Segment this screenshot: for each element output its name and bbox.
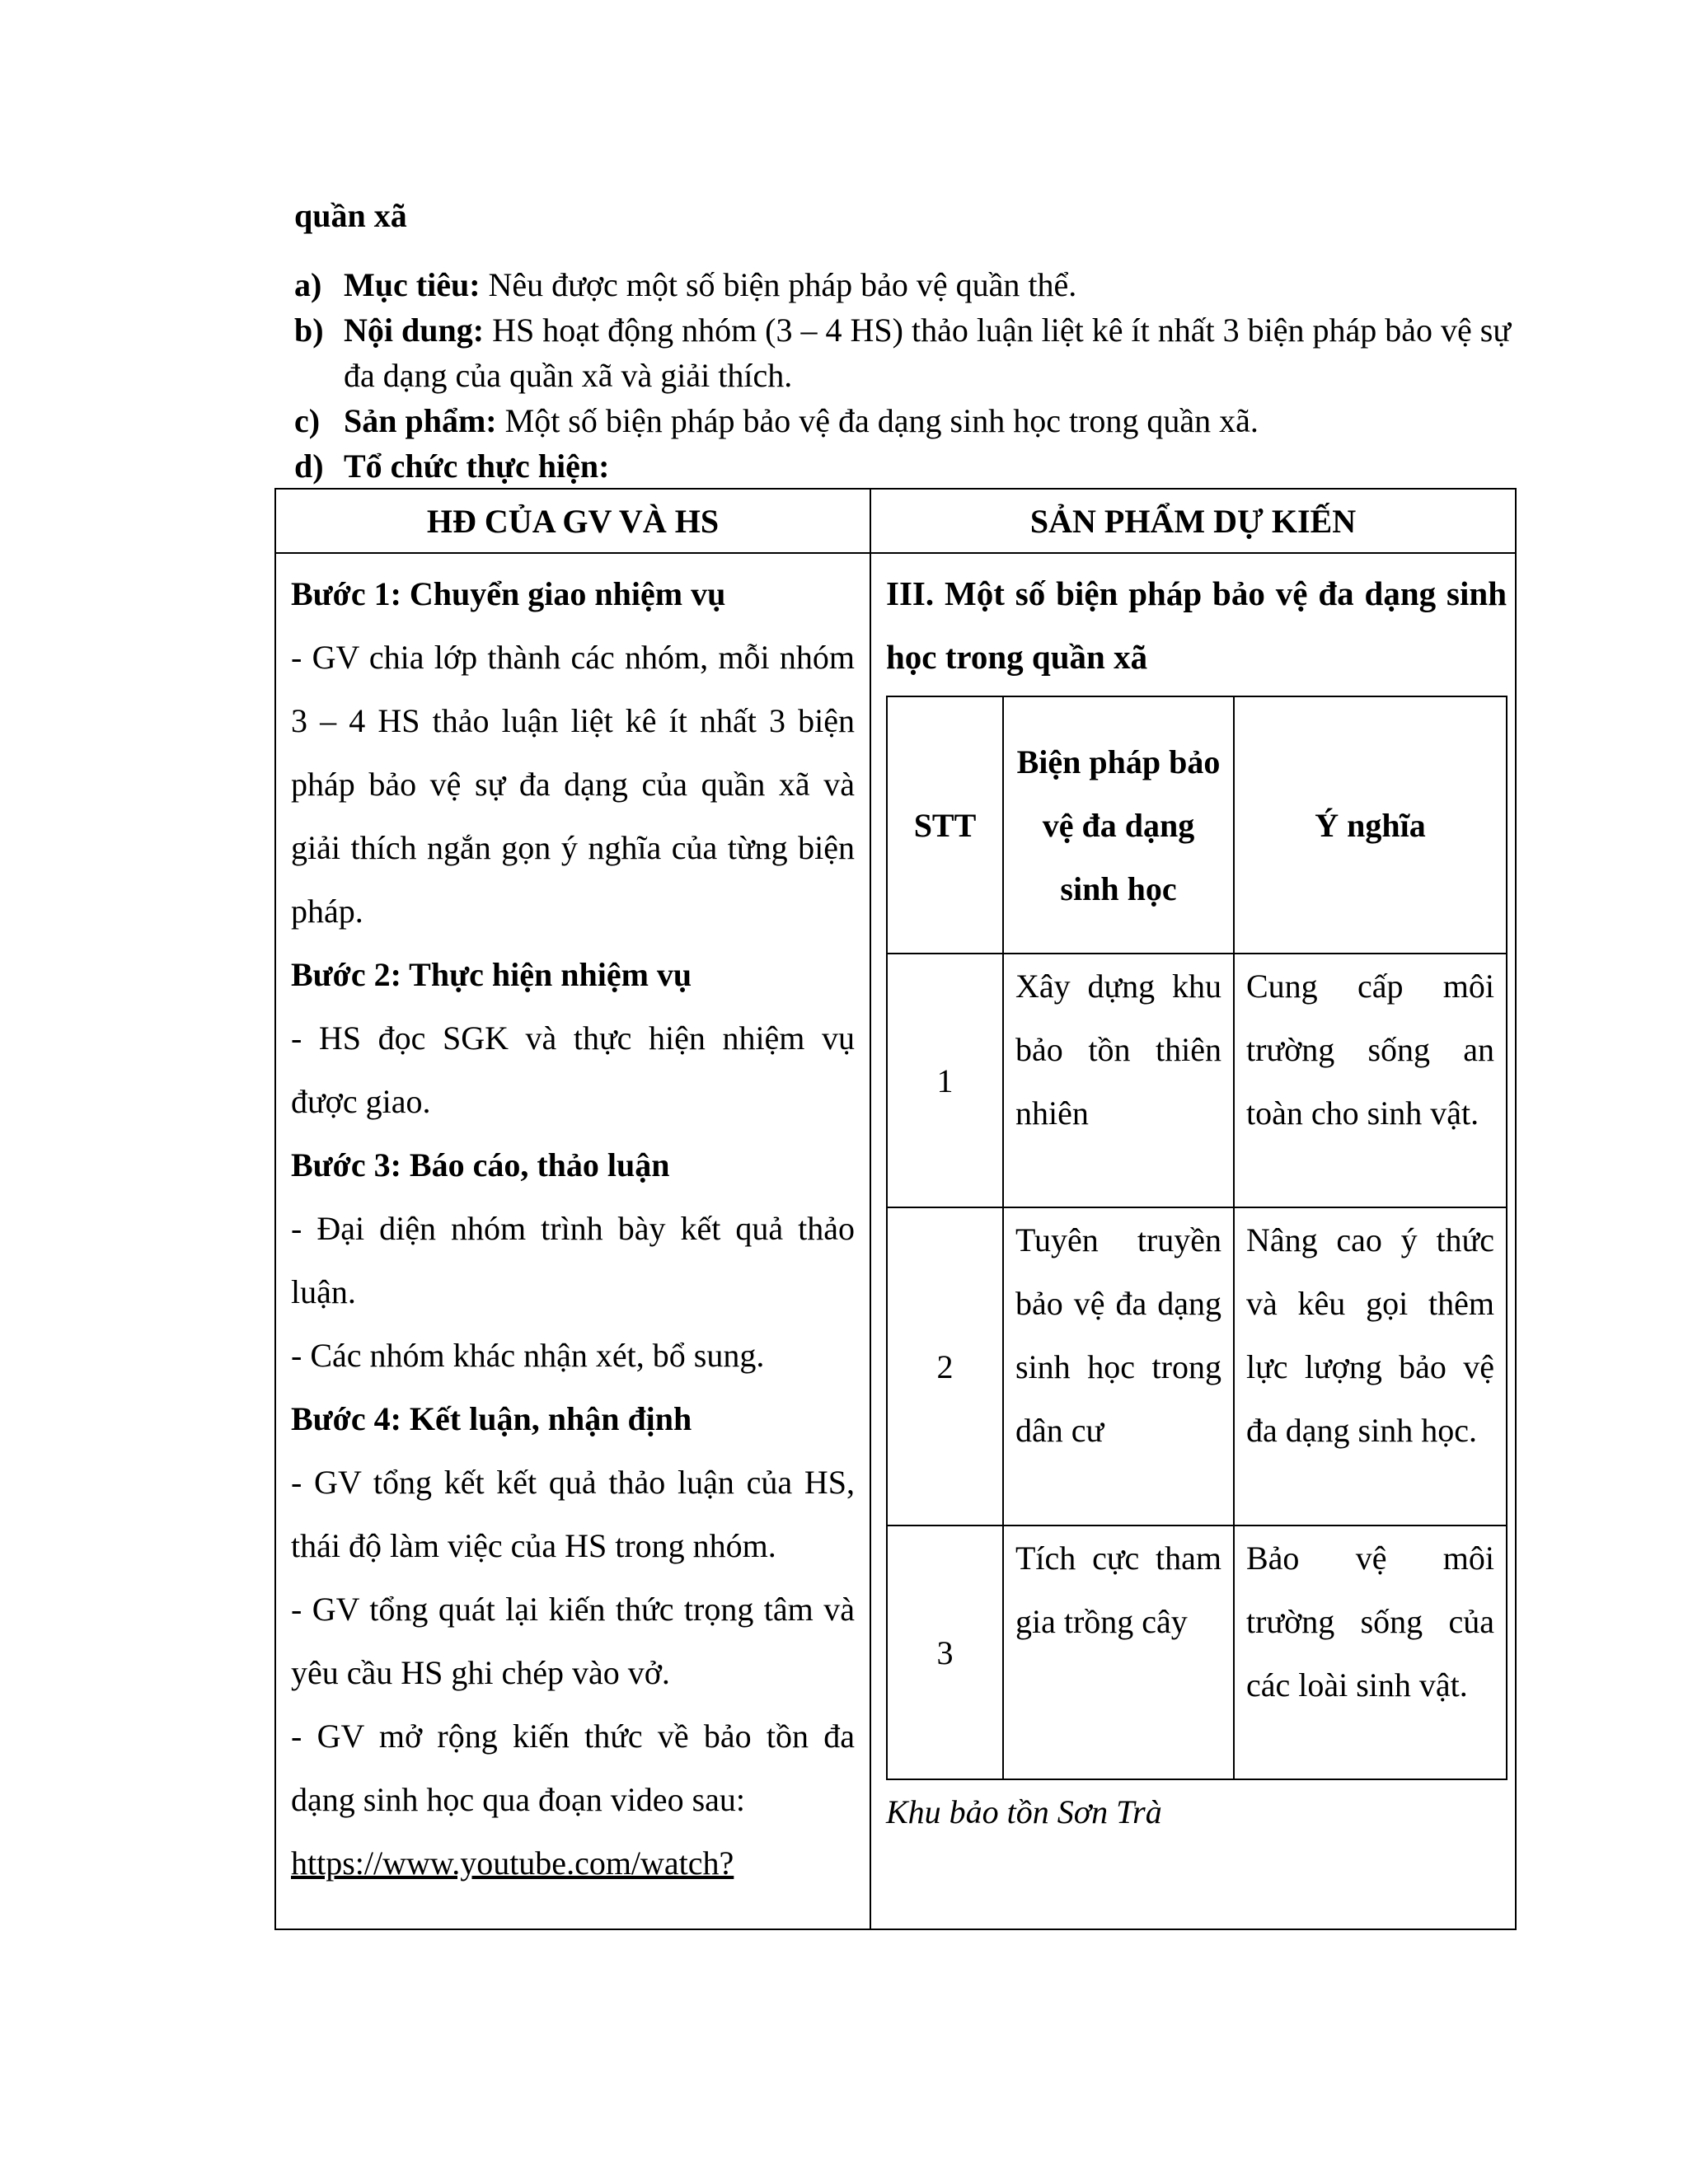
objective-item <box>294 262 1531 307</box>
objective-label: Mục tiêu: <box>344 266 481 303</box>
row-meaning: Bảo vệ môi trường sống của các loài sinh vật. <box>1234 1526 1507 1779</box>
header-teacher-student-activities: HĐ CỦA GV VÀ HS <box>275 489 870 553</box>
step-text: - Các nhóm khác nhận xét, bổ sung. <box>291 1337 765 1374</box>
objective-item <box>294 398 1531 443</box>
table-row <box>887 1207 1507 1526</box>
objective-label: Nội dung: <box>344 312 485 349</box>
column-meaning: Ý nghĩa <box>1234 696 1507 954</box>
objective-item <box>294 443 1531 489</box>
activities-cell <box>275 553 870 1929</box>
step-title: Bước 3: Báo cáo, thảo luận <box>291 1146 670 1183</box>
step-text: - GV mở rộng kiến thức về bảo tồn đa dạng sinh học qua đoạn video sau: <box>291 1718 855 1818</box>
objective-marker: c) <box>294 402 321 439</box>
objective-marker: d) <box>294 448 324 485</box>
step-text: - GV tổng quát lại kiến thức trọng tâm và yêu cầu HS ghi chép vào vở. <box>291 1591 855 1691</box>
step-text: - GV chia lớp thành các nhóm, mỗi nhóm 3 – 4 HS thảo luận liệt kê ít nhất 3 biện pháp bảo vệ sự đa dạng của quần xã và giải thích ngắn gọn ý nghĩa của từng biện pháp. <box>291 639 855 930</box>
row-measure: Tuyên truyền bảo vệ đa dạng sinh học trong dân cư <box>1003 1207 1234 1526</box>
objective-marker: a) <box>294 266 322 303</box>
row-stt: 3 <box>887 1526 1003 1779</box>
activity-table <box>274 488 1517 1930</box>
step-title: Bước 1: Chuyển giao nhiệm vụ <box>291 575 726 612</box>
video-link[interactable]: https://www.youtube.com/watch? <box>291 1844 734 1882</box>
objective-label: Sản phẩm: <box>344 402 497 439</box>
step-text: - HS đọc SGK và thực hiện nhiệm vụ được giao. <box>291 1019 855 1120</box>
objective-item <box>294 307 1531 398</box>
measures-table <box>886 696 1507 1780</box>
objective-text: Một số biện pháp bảo vệ đa dạng sinh học trong quần xã. <box>496 402 1259 439</box>
table-row <box>887 1526 1507 1779</box>
row-measure: Tích cực tham gia trồng cây <box>1003 1526 1234 1779</box>
step-title: Bước 4: Kết luận, nhận định <box>291 1400 692 1437</box>
header-expected-products: SẢN PHẨM DỰ KIẾN <box>870 489 1516 553</box>
step-text: - Đại diện nhóm trình bày kết quả thảo luận. <box>291 1210 855 1310</box>
step-text: - GV tổng kết kết quả thảo luận của HS, thái độ làm việc của HS trong nhóm. <box>291 1464 855 1564</box>
products-cell <box>870 553 1516 1929</box>
table-row <box>887 954 1507 1207</box>
product-section-title: III. Một số biện pháp bảo vệ đa dạng sinh học trong quần xã <box>886 574 1507 676</box>
step-title: Bước 2: Thực hiện nhiệm vụ <box>291 956 692 993</box>
column-measure: Biện pháp bảo vệ đa dạng sinh học <box>1003 696 1234 954</box>
image-caption: Khu bảo tồn Sơn Trà <box>886 1793 1162 1830</box>
row-meaning: Nâng cao ý thức và kêu gọi thêm lực lượng bảo vệ đa dạng sinh học. <box>1234 1207 1507 1526</box>
row-meaning: Cung cấp môi trường sống an toàn cho sinh vật. <box>1234 954 1507 1207</box>
objective-marker: b) <box>294 312 324 349</box>
row-stt: 1 <box>887 954 1003 1207</box>
objective-text: HS hoạt động nhóm (3 – 4 HS) thảo luận liệt kê ít nhất 3 biện pháp bảo vệ sự đa dạng của quần xã và giải thích. <box>344 312 1511 394</box>
row-stt: 2 <box>887 1207 1003 1526</box>
column-stt: STT <box>887 696 1003 954</box>
objectives-list <box>294 262 1531 489</box>
row-measure: Xây dựng khu bảo tồn thiên nhiên <box>1003 954 1234 1207</box>
objective-label: Tổ chức thực hiện: <box>344 448 610 485</box>
objective-text: Nêu được một số biện pháp bảo vệ quần thể. <box>480 266 1077 303</box>
section-heading: quần xã <box>294 197 407 234</box>
